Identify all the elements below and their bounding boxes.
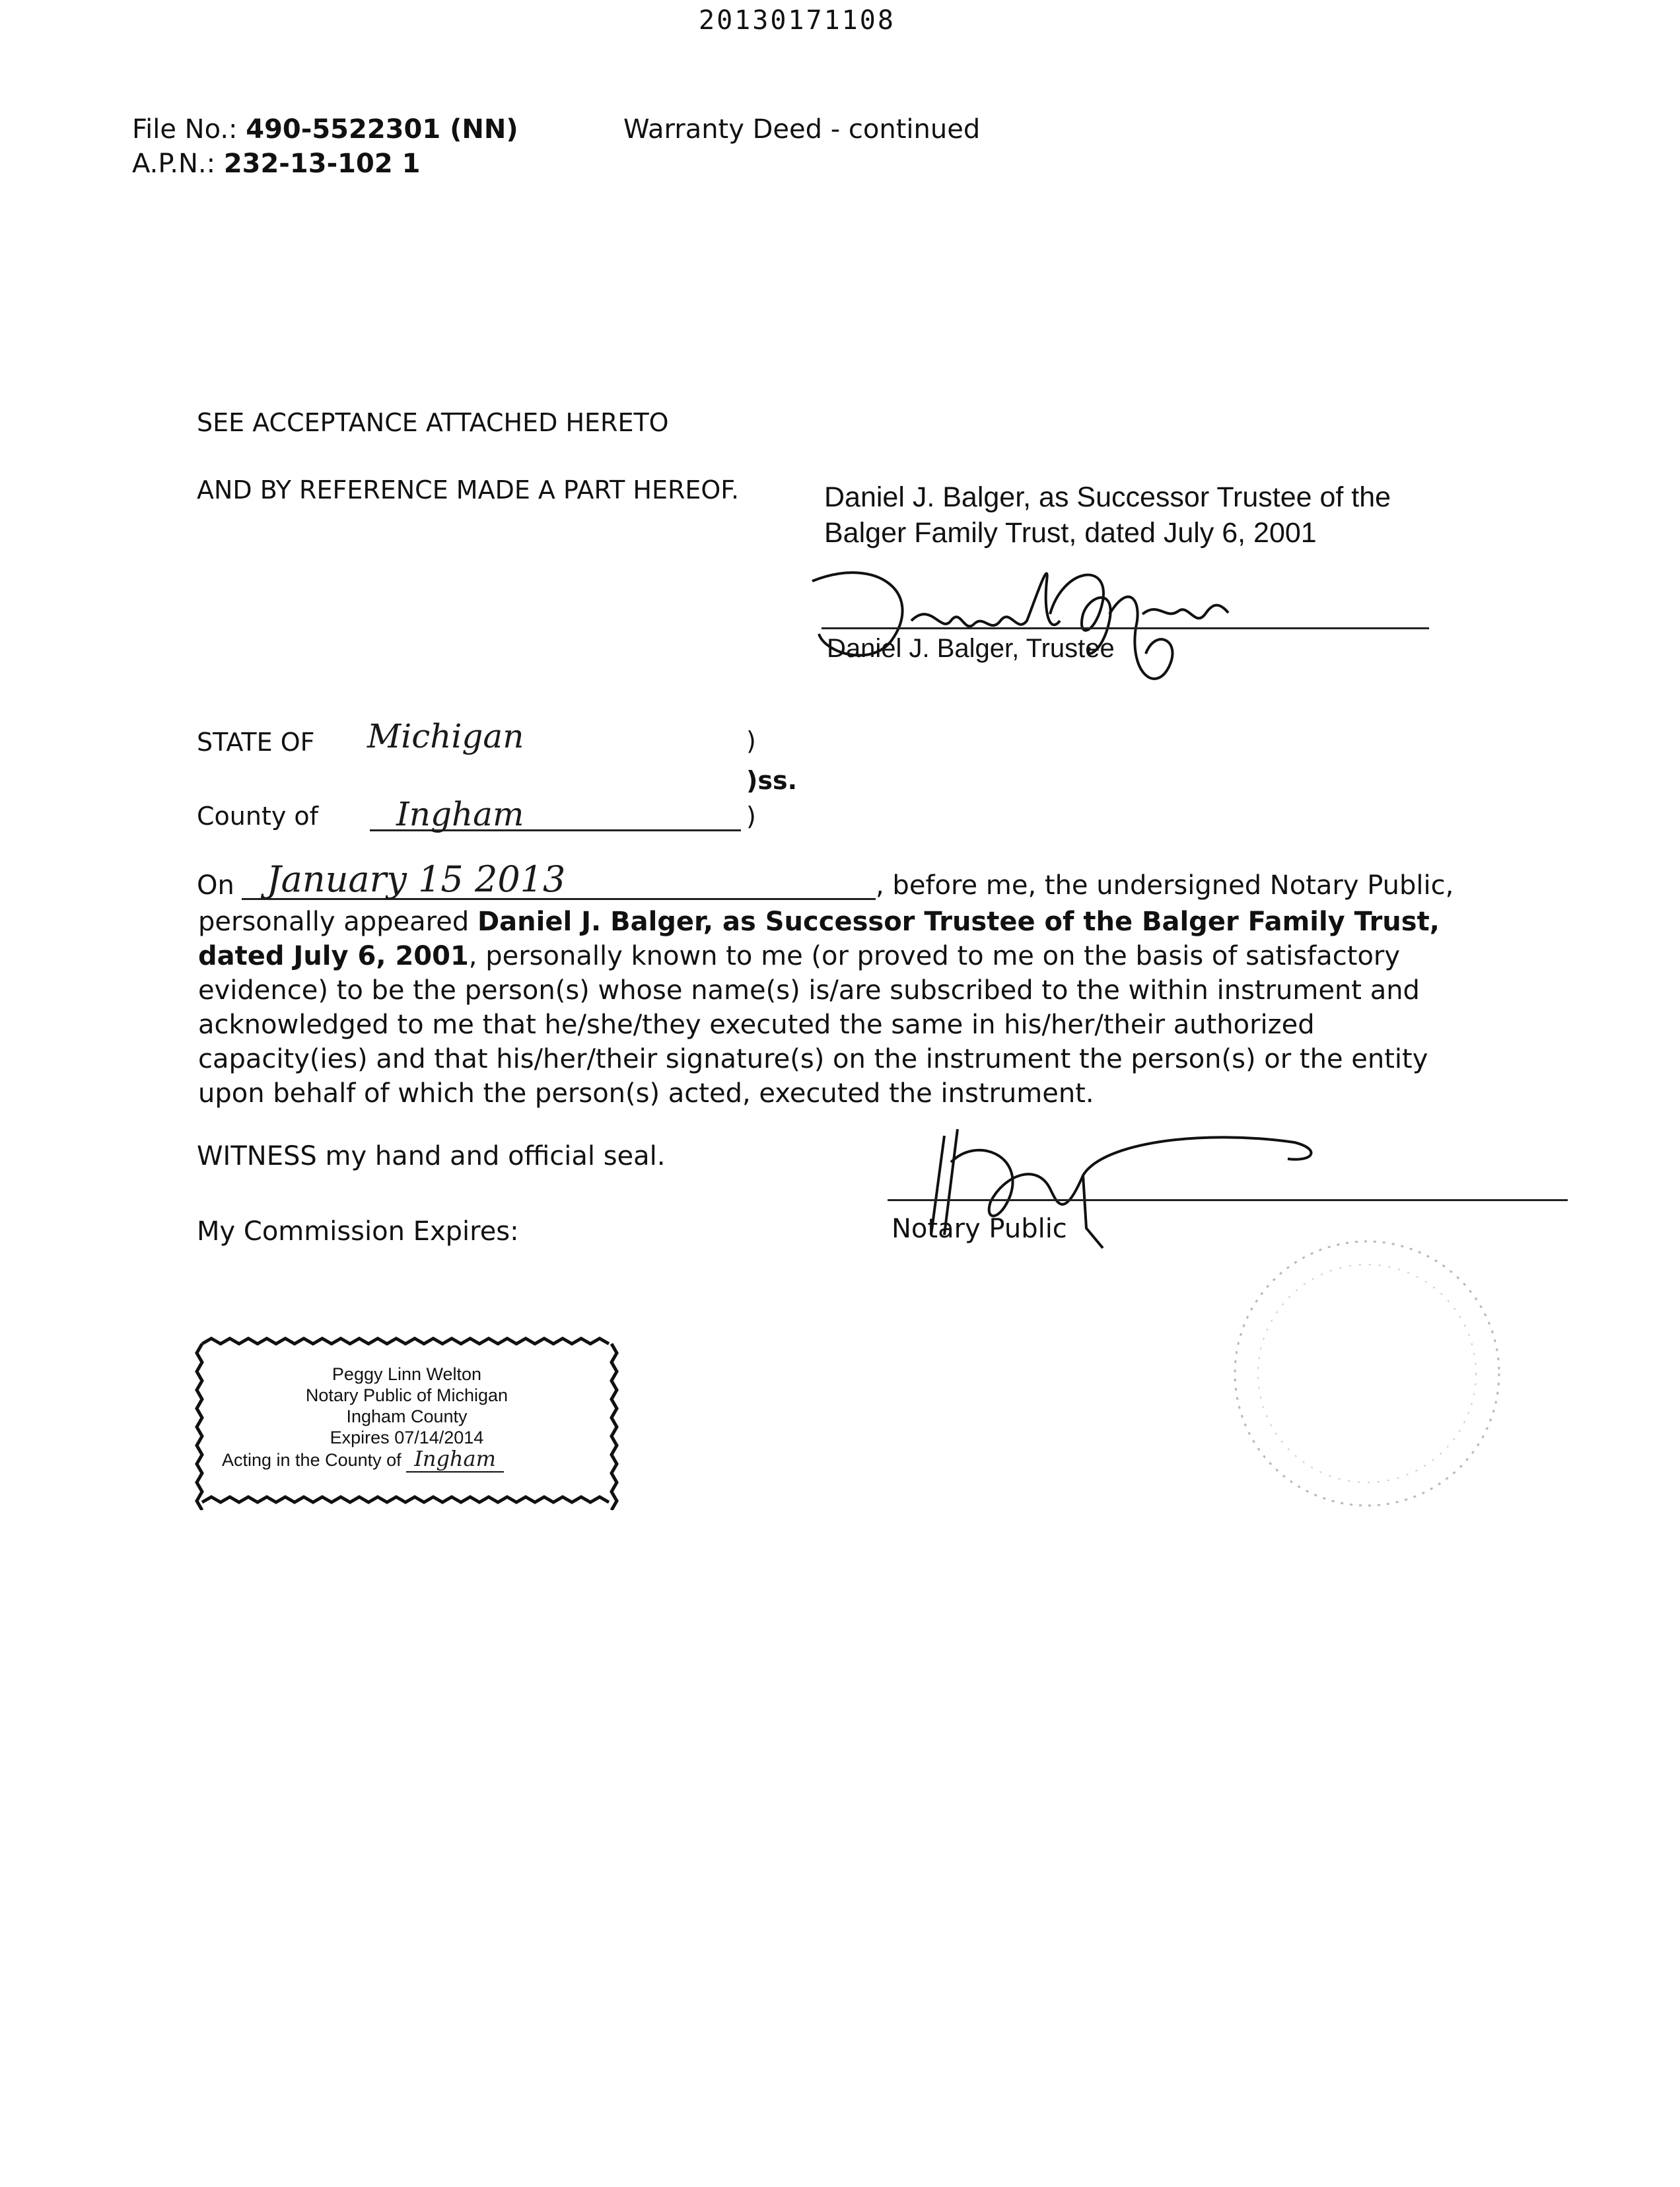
grantor-name-line-1: Daniel J. Balger, as Successor Trustee of the bbox=[824, 481, 1391, 513]
file-no-label: File No.: bbox=[132, 114, 238, 145]
trustee-signature-label: Daniel J. Balger, Trustee bbox=[827, 634, 1115, 663]
state-label: STATE OF bbox=[197, 728, 315, 757]
appeared-text: personally appeared bbox=[198, 907, 470, 937]
acknowledgment-body: , personally known to me (or proved to me on the basis of satisfactory evidence) to be the person(s) whose name(s) is/are subscribed to the within instrument and acknowledged to me that he/she/they executed the same in his/her/their authorized capacity(ies) and that his/her/their signature(s) on the instrument the person(s) or the entity upon behalf of which the person(s) acted, executed the instrument. bbox=[198, 941, 1428, 1109]
stamp-notary-name: Peggy Linn Welton bbox=[332, 1364, 482, 1384]
stamp-notary-title: Notary Public of Michigan bbox=[305, 1385, 508, 1405]
acknowledgment-paragraph bbox=[198, 905, 1492, 1111]
file-number-line bbox=[132, 112, 518, 147]
notary-public-label: Notary Public bbox=[892, 1214, 1067, 1244]
stamp-acting-line bbox=[222, 1448, 631, 1471]
acceptance-note-2: AND BY REFERENCE MADE A PART HEREOF. bbox=[197, 475, 740, 504]
witness-text: WITNESS my hand and official seal. bbox=[197, 1141, 666, 1171]
embossed-seal bbox=[1202, 1215, 1532, 1532]
appeared-person: Daniel J. Balger, as Successor Trustee of the Balger Family Trust, dated July 6, 2001 bbox=[198, 907, 1440, 971]
notary-stamp bbox=[202, 1344, 612, 1502]
venue-paren-1: ) bbox=[746, 726, 756, 755]
document-title: Warranty Deed - continued bbox=[623, 114, 981, 145]
apn-value: 232-13-102 1 bbox=[223, 149, 421, 179]
grantor-name-line-2: Balger Family Trust, dated July 6, 2001 bbox=[824, 517, 1317, 549]
before-me-text: , before me, the undersigned Notary Public, bbox=[876, 870, 1454, 901]
acknowledgment-date-handwritten: January 15 2013 bbox=[267, 858, 566, 900]
stamp-county: Ingham County bbox=[346, 1406, 468, 1426]
apn-label: A.P.N.: bbox=[132, 149, 216, 179]
notary-signature-line bbox=[888, 1199, 1568, 1201]
acceptance-note-1: SEE ACCEPTANCE ATTACHED HERETO bbox=[197, 408, 669, 437]
trustee-signature-line bbox=[822, 627, 1429, 629]
commission-expires-label: My Commission Expires: bbox=[197, 1216, 519, 1247]
recording-number: 20130171108 bbox=[699, 5, 895, 36]
venue-paren-3: ) bbox=[746, 802, 756, 831]
county-value-handwritten: Ingham bbox=[396, 795, 524, 833]
stamp-expires: Expires 07/14/2014 bbox=[330, 1428, 484, 1447]
on-label: On bbox=[197, 870, 234, 901]
file-no-value: 490-5522301 (NN) bbox=[246, 114, 518, 145]
apn-line bbox=[132, 147, 420, 181]
stamp-acting-label: Acting in the County of bbox=[222, 1450, 402, 1470]
venue-ss: )ss. bbox=[746, 766, 798, 795]
county-label: County of bbox=[197, 802, 319, 831]
stamp-acting-value-handwritten: Ingham bbox=[406, 1446, 504, 1473]
state-value-handwritten: Michigan bbox=[367, 717, 524, 755]
